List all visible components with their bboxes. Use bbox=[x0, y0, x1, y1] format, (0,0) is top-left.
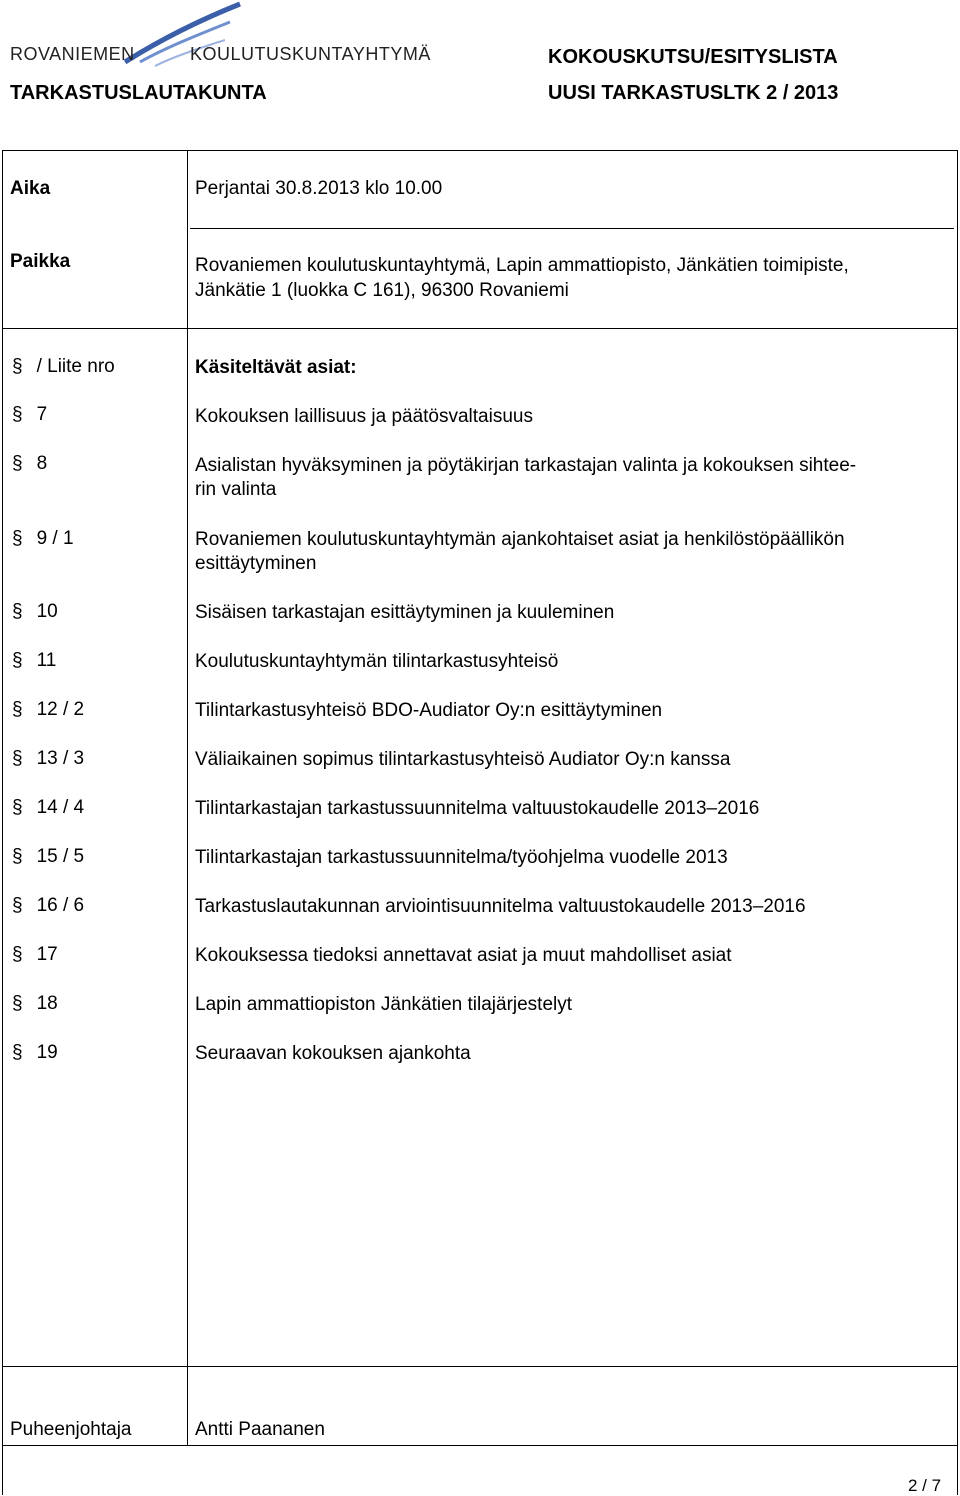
agenda-number: 16 / 6 bbox=[36, 895, 85, 916]
agenda-item-number bbox=[12, 404, 47, 426]
logo-text-left: ROVANIEMEN bbox=[10, 44, 135, 64]
chair-label: Puheenjohtaja bbox=[10, 1419, 132, 1440]
footer-bottom-border bbox=[2, 1445, 957, 1446]
agenda-item-number bbox=[12, 748, 84, 770]
agenda-number: 10 bbox=[36, 601, 58, 622]
agenda-item-title: Tilintarkastusyhteisö BDO-Audiator Oy:n esittäytyminen bbox=[195, 700, 663, 721]
logo-text-right: KOULUTUSKUNTAYHTYMÄ bbox=[190, 44, 431, 64]
paragraph-symbol: § bbox=[12, 993, 23, 1014]
page-number: 2 / 7 bbox=[908, 1476, 942, 1495]
agenda-item-number bbox=[12, 797, 84, 819]
agenda-item-title-cont: rin valinta bbox=[195, 479, 277, 500]
agenda-number: 18 bbox=[36, 993, 58, 1014]
paragraph-symbol: § bbox=[12, 748, 23, 769]
paragraph-symbol: § bbox=[12, 404, 23, 425]
agenda-item-title: Tilintarkastajan tarkastussuunnitelma/työohjelma vuodelle 2013 bbox=[195, 847, 728, 868]
agenda-item-title: Rovaniemen koulutuskuntayhtymän ajankohtaiset asiat ja henkilöstöpäällikön bbox=[195, 529, 845, 550]
paragraph-symbol: § bbox=[12, 528, 23, 549]
table-top-border bbox=[2, 150, 957, 151]
column-divider bbox=[187, 150, 188, 1445]
agenda-bottom-border bbox=[2, 1366, 957, 1367]
agenda-number: 9 / 1 bbox=[36, 528, 74, 549]
paragraph-symbol: § bbox=[12, 356, 23, 377]
agenda-number: 14 / 4 bbox=[36, 797, 85, 818]
agenda-number: 13 / 3 bbox=[36, 748, 85, 769]
agenda-item-number bbox=[12, 993, 58, 1015]
paragraph-symbol: § bbox=[12, 453, 23, 474]
agenda-item-title: Koulutuskuntayhtymän tilintarkastusyhteisö bbox=[195, 651, 559, 672]
number-header-label: / Liite nro bbox=[36, 356, 115, 377]
time-value: Perjantai 30.8.2013 klo 10.00 bbox=[195, 178, 443, 199]
paragraph-symbol: § bbox=[12, 699, 23, 720]
agenda-item-title: Asialistan hyväksyminen ja pöytäkirjan tarkastajan valinta ja kokouksen sihtee- bbox=[195, 455, 857, 476]
paragraph-symbol: § bbox=[12, 944, 23, 965]
agenda-item-title: Väliaikainen sopimus tilintarkastusyhteisö Audiator Oy:n kanssa bbox=[195, 749, 731, 770]
meeting-name: UUSI TARKASTUSLTK 2 / 2013 bbox=[548, 82, 839, 104]
paragraph-symbol: § bbox=[12, 601, 23, 622]
agenda-item-number bbox=[12, 895, 84, 917]
agenda-item-title: Lapin ammattiopiston Jänkätien tilajärjestelyt bbox=[195, 994, 573, 1015]
agenda-number: 7 bbox=[36, 404, 48, 425]
table-left-border bbox=[2, 150, 3, 1495]
agenda-item-number bbox=[12, 601, 58, 623]
agenda-number-header bbox=[12, 356, 115, 378]
paragraph-symbol: § bbox=[12, 1042, 23, 1063]
agenda-item-title: Tarkastuslautakunnan arviointisuunnitelma valtuustokaudelle 2013–2016 bbox=[195, 896, 806, 917]
info-section-border bbox=[2, 328, 957, 329]
agenda-item-title-cont: esittäytyminen bbox=[195, 553, 317, 574]
paragraph-symbol: § bbox=[12, 650, 23, 671]
agenda-item-number bbox=[12, 528, 74, 550]
agenda-item-title: Tilintarkastajan tarkastussuunnitelma valtuustokaudelle 2013–2016 bbox=[195, 798, 760, 819]
agenda-item-number bbox=[12, 453, 47, 475]
document-type: KOKOUSKUTSU/ESITYSLISTA bbox=[548, 46, 838, 68]
paragraph-symbol: § bbox=[12, 797, 23, 818]
committee-name: TARKASTUSLAUTAKUNTA bbox=[10, 82, 267, 104]
agenda-number: 8 bbox=[36, 453, 48, 474]
time-label: Aika bbox=[10, 178, 51, 199]
agenda-items-header: Käsiteltävät asiat: bbox=[195, 357, 357, 378]
agenda-item-number bbox=[12, 699, 84, 721]
agenda-item-number bbox=[12, 650, 56, 672]
agenda-number: 15 / 5 bbox=[36, 846, 85, 867]
agenda-item-title: Seuraavan kokouksen ajankohta bbox=[195, 1043, 471, 1064]
agenda-number: 17 bbox=[36, 944, 58, 965]
agenda-item-title: Kokouksessa tiedoksi annettavat asiat ja muut mahdolliset asiat bbox=[195, 945, 732, 966]
paragraph-symbol: § bbox=[12, 846, 23, 867]
agenda-item-number bbox=[12, 944, 58, 966]
agenda-item-number bbox=[12, 846, 84, 868]
agenda-number: 11 bbox=[36, 650, 57, 671]
agenda-number: 19 bbox=[36, 1042, 58, 1063]
chair-name: Antti Paananen bbox=[195, 1419, 325, 1440]
table-right-border bbox=[957, 150, 958, 1495]
paragraph-symbol: § bbox=[12, 895, 23, 916]
agenda-item-title: Sisäisen tarkastajan esittäytyminen ja kuuleminen bbox=[195, 602, 615, 623]
place-label: Paikka bbox=[10, 251, 71, 272]
place-value-line2: Jänkätie 1 (luokka C 161), 96300 Rovaniemi bbox=[195, 280, 569, 301]
agenda-item-title: Kokouksen laillisuus ja päätösvaltaisuus bbox=[195, 406, 533, 427]
place-value-line1: Rovaniemen koulutuskuntayhtymä, Lapin ammattiopisto, Jänkätien toimipiste, bbox=[195, 255, 849, 276]
time-underline bbox=[190, 228, 954, 229]
agenda-number: 12 / 2 bbox=[36, 699, 85, 720]
agenda-item-number bbox=[12, 1042, 58, 1064]
